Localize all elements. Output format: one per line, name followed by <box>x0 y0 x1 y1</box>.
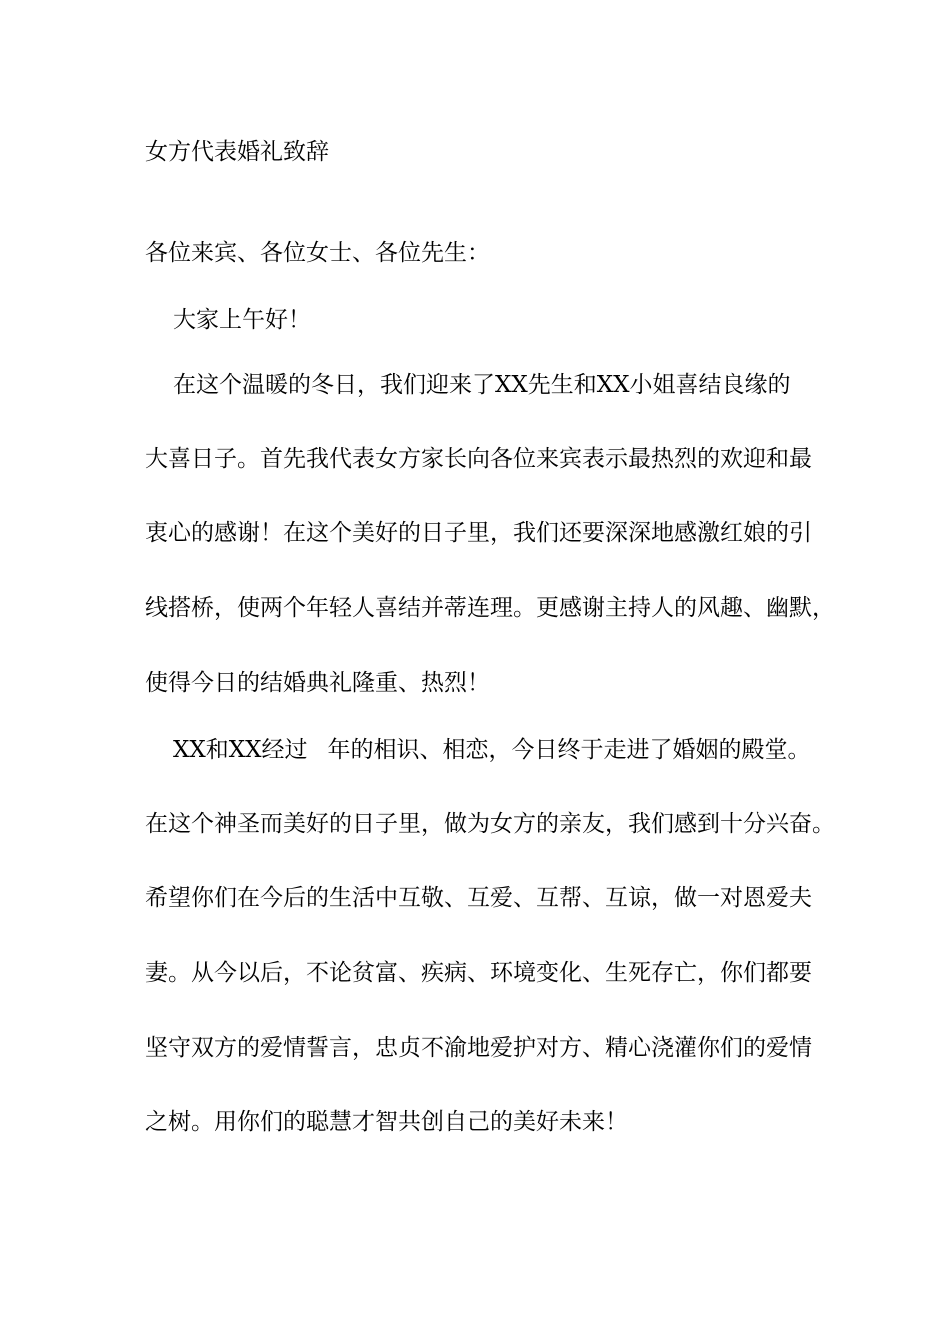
greeting: 大家上午好！ <box>173 307 311 333</box>
paragraph-2-line-2: 在这个神圣而美好的日子里，做为女方的亲友，我们感到十分兴奋。 <box>145 811 835 837</box>
paragraph-1-line-3: 衷心的感谢！在这个美好的日子里，我们还要深深地感激红娘的引 <box>145 520 812 546</box>
paragraph-1-line-2: 大喜日子。首先我代表女方家长向各位来宾表示最热烈的欢迎和最 <box>145 446 812 472</box>
document-title: 女方代表婚礼致辞 <box>145 139 329 165</box>
paragraph-1-line-4: 线搭桥，使两个年轻人喜结并蒂连理。更感谢主持人的风趣、幽默， <box>145 595 835 621</box>
paragraph-2-line-5: 坚守双方的爱情誓言，忠贞不渝地爱护对方、精心浇灌你们的爱情 <box>145 1035 812 1061</box>
paragraph-2-line-6: 之树。用你们的聪慧才智共创自己的美好未来！ <box>145 1109 628 1135</box>
paragraph-2-line-3: 希望你们在今后的生活中互敬、互爱、互帮、互谅，做一对恩爱夫 <box>145 885 812 911</box>
paragraph-1-line-1: 在这个温暖的冬日，我们迎来了XX先生和XX小姐喜结良缘的 <box>173 372 791 398</box>
salutation: 各位来宾、各位女士、各位先生： <box>145 240 490 266</box>
paragraph-2-line-4: 妻。从今以后，不论贫富、疾病、环境变化、生死存亡，你们都要 <box>145 960 812 986</box>
paragraph-1-line-5: 使得今日的结婚典礼隆重、热烈！ <box>145 670 490 696</box>
paragraph-2-line-1-end: 年的相识、相恋，今日终于走进了婚姻的殿堂。 <box>327 737 811 763</box>
paragraph-2-line-1-start: XX和XX经过 <box>173 737 308 763</box>
paragraph-2-line-1 <box>173 735 811 765</box>
